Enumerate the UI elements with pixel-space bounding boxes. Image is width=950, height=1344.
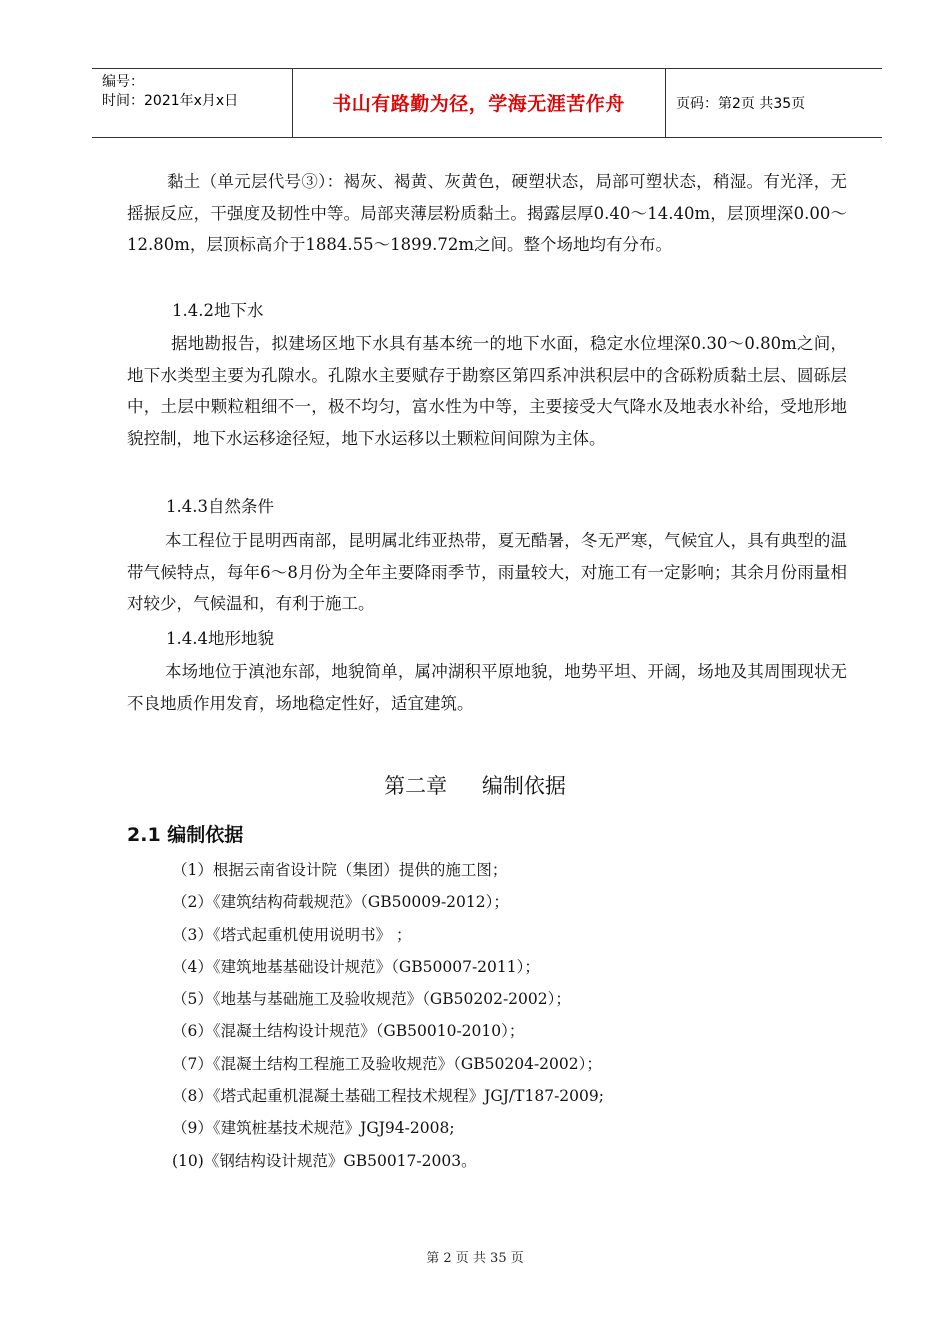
list-item: （1）根据云南省设计院（集团）提供的施工图； (172, 861, 508, 879)
page-footer: 第 2 页 共 35 页 (426, 1251, 524, 1266)
list-item: （8）《塔式起重机混凝土基础工程技术规程》JGJ/T187-2009; (172, 1087, 604, 1106)
header-meta (102, 73, 238, 111)
list-item: （4）《建筑地基基础设计规范》（GB50007-2011）； (172, 957, 540, 976)
heading-landform: 1.4.4地形地貌 (166, 629, 274, 648)
list-item: （7）《混凝土结构工程施工及验收规范》（GB50204-2002）； (172, 1054, 602, 1073)
list-item: （6）《混凝土结构设计规范》（GB50010-2010）； (172, 1022, 525, 1041)
header-motto: 书山有路勤为径，学海无涯苦作舟 (332, 93, 625, 115)
paragraph-landform: 本场地位于滇池东部，地貌简单，属冲湖积平原地貌，地势平坦、开阔，场地及其周围现状无不良地质作用发育，场地稳定性好，适宜建筑。 (127, 662, 847, 713)
header-divider (665, 69, 666, 137)
list-item: （9）《建筑桩基技术规范》JGJ94-2008; (172, 1119, 455, 1138)
page-header (92, 68, 882, 138)
section-heading: 2.1 编制依据 (127, 824, 244, 846)
paragraph-groundwater: 据地勘报告，拟建场区地下水具有基本统一的地下水面，稳定水位埋深0.30～0.80m之间，地下水类型主要为孔隙水。孔隙水主要赋存于勘察区第四系冲洪积层中的含砾粉质黏土层、圆砾层中，土层中颗粒粗细不一，极不均匀，富水性为中等，主要接受大气降水及地表水补给，受地形地貌控制，地下水运移途径短，地下水运移以土颗粒间间隙为主体。 (127, 334, 847, 448)
chapter-number: 第二章 (384, 774, 448, 798)
list-item: （2）《建筑结构荷载规范》（GB50009-2012）； (172, 893, 509, 912)
list-item: （5）《地基与基础施工及验收规范》（GB50202-2002）； (172, 990, 571, 1009)
reference-list (172, 858, 604, 1181)
paragraph-clay: 黏土（单元层代号③）：褐灰、褐黄、灰黄色，硬塑状态，局部可塑状态，稍湿。有光泽，无摇振反应，干强度及韧性中等。局部夹薄层粉质黏土。揭露层厚0.40～14.40m，层顶埋深0.00～12.80m，层顶标高介于1884.55～1899.72m之间。整个场地均有分布。 (127, 172, 847, 254)
heading-groundwater: 1.4.2地下水 (172, 301, 264, 320)
list-item: （3）《塔式起重机使用说明书》 ； (172, 925, 412, 944)
document-time-label: 时间：2021年x月x日 (102, 93, 239, 109)
list-item: (10)《钢结构设计规范》GB50017-2003。 (172, 1151, 477, 1170)
heading-natural-conditions: 1.4.3自然条件 (166, 497, 274, 516)
document-number-label: 编号： (102, 74, 144, 90)
chapter-title: 编制依据 (481, 774, 566, 798)
chapter-heading (0, 770, 950, 800)
paragraph-natural-conditions: 本工程位于昆明西南部，昆明属北纬亚热带，夏无酷暑，冬无严寒，气候宜人，具有典型的温带气候特点，每年6～8月份为全年主要降雨季节，雨量较大，对施工有一定影响；其余月份雨量相对较少，气候温和，有利于施工。 (127, 531, 847, 613)
header-page-info: 页码：第2页 共35页 (676, 96, 806, 112)
